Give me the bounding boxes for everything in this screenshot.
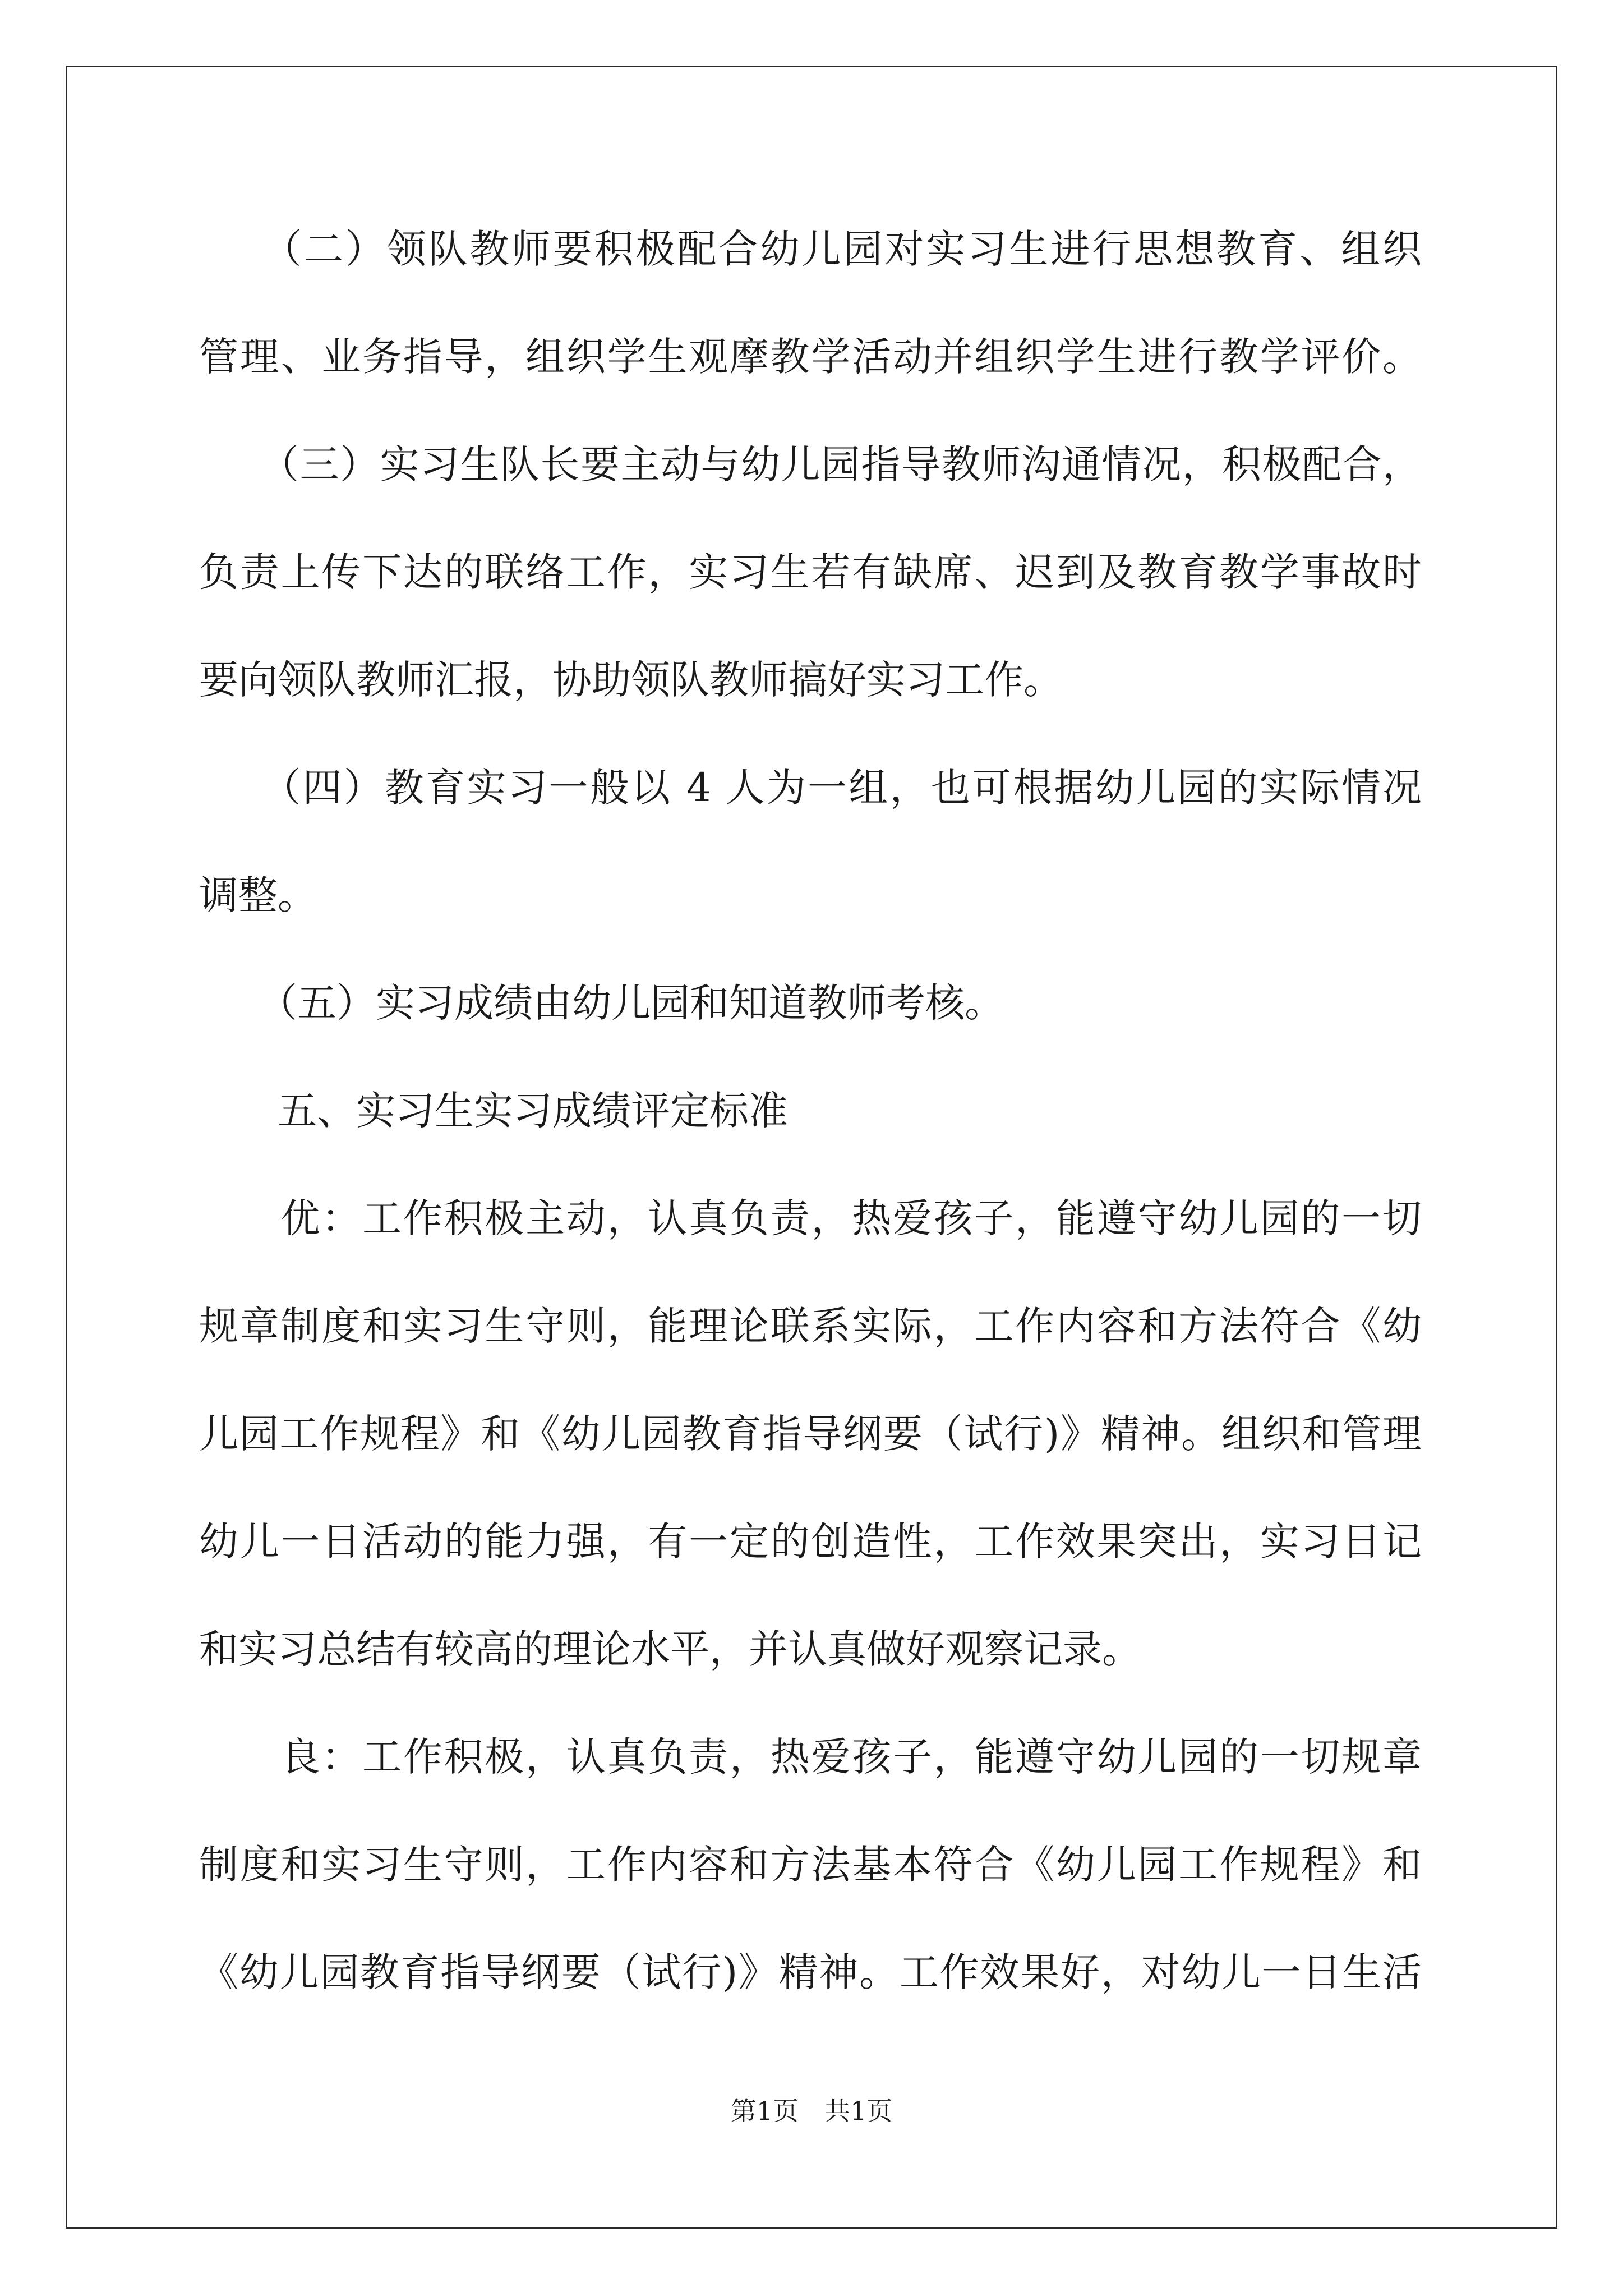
- paragraph-line: （三）实习生队长要主动与幼儿园指导教师沟通情况，积极配合，: [199, 441, 1422, 487]
- paragraph-line: 制度和实习生守则，工作内容和方法基本符合《幼儿园工作规程》和: [199, 1842, 1422, 1888]
- paragraph-line: 规章制度和实习生守则，能理论联系实际，工作内容和方法符合《幼: [199, 1303, 1422, 1349]
- paragraph-line: 负责上传下达的联络工作，实习生若有缺席、迟到及教育教学事故时: [199, 549, 1422, 595]
- paragraph-line: 管理、业务指导，组织学生观摩教学活动并组织学生进行教学评价。: [199, 334, 1422, 380]
- paragraph-line: 要向领队教师汇报，协助领队教师搞好实习工作。: [199, 657, 1063, 703]
- paragraph-line: 《幼儿园教育指导纲要（试行)》精神。工作效果好，对幼儿一日生活: [199, 1949, 1422, 1995]
- paragraph-line: （二）领队教师要积极配合幼儿园对实习生进行思想教育、组织: [199, 226, 1422, 272]
- paragraph-line: （四）教育实习一般以 4 人为一组，也可根据幼儿园的实际情况: [199, 765, 1422, 811]
- paragraph-line: 和实习总结有较高的理论水平，并认真做好观察记录。: [199, 1626, 1141, 1672]
- section-heading: 五、实习生实习成绩评定标准: [199, 1088, 788, 1134]
- paragraph-line: （五）实习成绩由幼儿园和知道教师考核。: [199, 980, 1004, 1026]
- page-number-footer: 第1页 共1页: [730, 2096, 893, 2126]
- page-border: [66, 66, 1557, 2229]
- paragraph-line: 幼儿一日活动的能力强，有一定的创造性，工作效果突出，实习日记: [199, 1519, 1422, 1565]
- paragraph-line: 优：工作积极主动，认真负责，热爱孩子，能遵守幼儿园的一切: [199, 1195, 1422, 1241]
- paragraph-line: 调整。: [199, 872, 317, 918]
- paragraph-line: 良：工作积极，认真负责，热爱孩子，能遵守幼儿园的一切规章: [199, 1734, 1422, 1780]
- paragraph-line: 儿园工作规程》和《幼儿园教育指导纲要（试行)》精神。组织和管理: [199, 1411, 1422, 1457]
